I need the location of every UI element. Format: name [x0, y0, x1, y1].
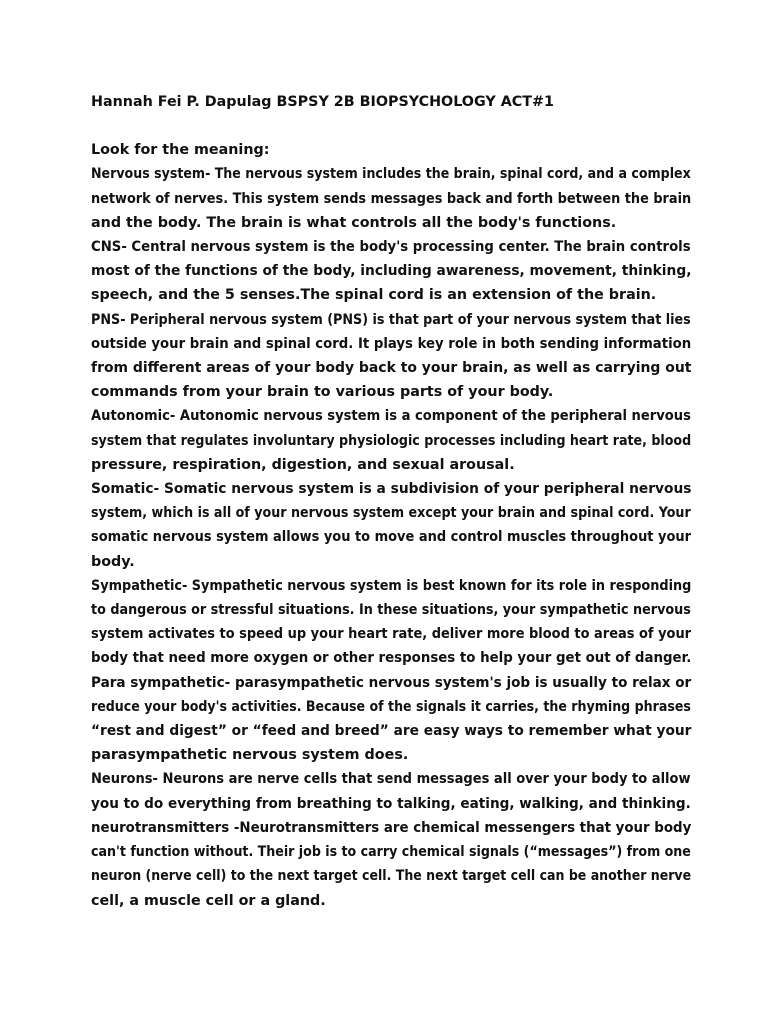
text-line: pressure, respiration, digestion, and sexual arousal.	[91, 456, 515, 473]
text-line: outside your brain and spinal cord. It plays key role in both sending information	[91, 335, 692, 352]
text-line: Neurons- Neurons are nerve cells that send messages all over your body to allow	[91, 771, 691, 788]
text-line: can't function without. Their job is to carry chemical signals (“messages”) from one	[91, 844, 691, 861]
text-line: Nervous system- The nervous system includes the brain, spinal cord, and a complex	[91, 166, 691, 183]
text-line: CNS- Central nervous system is the body's processing center. The brain controls	[91, 239, 691, 256]
text-line: to dangerous or stressful situations. In these situations, your sympathetic nervous	[91, 602, 691, 619]
text-line: network of nerves. This system sends messages back and forth between the brain	[91, 190, 692, 207]
text-line: parasympathetic nervous system does.	[91, 747, 409, 764]
text-line: system activates to speed up your heart rate, deliver more blood to areas of your	[91, 626, 692, 643]
text-line: commands from your brain to various parts of your body.	[91, 384, 554, 401]
text-line: reduce your body's activities. Because of the signals it carries, the rhyming phrases	[91, 698, 691, 715]
text-line: speech, and the 5 senses.The spinal cord is an extension of the brain.	[91, 287, 657, 304]
text-line: somatic nervous system allows you to move and control muscles throughout your	[91, 529, 692, 546]
text-line: neurotransmitters -Neurotransmitters are chemical messengers that your body	[91, 819, 692, 836]
document-heading: Hannah Fei P. Dapulag BSPSY 2B BIOPSYCHOLOGY ACT#1	[91, 94, 554, 110]
text-line: body that need more oxygen or other responses to help your get out of danger.	[91, 650, 692, 667]
text-line: neuron (nerve cell) to the next target cell. The next target cell can be another nerve	[91, 868, 692, 885]
text-line: Look for the meaning:	[91, 142, 270, 159]
text-line: Somatic- Somatic nervous system is a subdivision of your peripheral nervous	[91, 481, 692, 498]
text-line: system that regulates involuntary physiologic processes including heart rate, blood	[91, 432, 692, 449]
text-line: cell, a muscle cell or a gland.	[91, 892, 326, 909]
text-line: Autonomic- Autonomic nervous system is a component of the peripheral nervous	[91, 408, 691, 425]
text-line: Sympathetic- Sympathetic nervous system is best known for its role in responding	[91, 577, 692, 594]
text-line: body.	[91, 553, 135, 570]
text-line: you to do everything from breathing to talking, eating, walking, and thinking.	[91, 795, 691, 812]
document-text-block	[91, 138, 691, 913]
text-line: and the body. The brain is what controls all the body's functions.	[91, 214, 617, 231]
text-line: “rest and digest” or “feed and breed” are easy ways to remember what your	[91, 723, 692, 740]
text-line: from different areas of your body back to your brain, as well as carrying out	[91, 360, 692, 377]
text-line: PNS- Peripheral nervous system (PNS) is that part of your nervous system that lies	[91, 311, 691, 328]
text-line: system, which is all of your nervous system except your brain and spinal cord. Your	[91, 505, 691, 522]
text-line: most of the functions of the body, including awareness, movement, thinking,	[91, 263, 692, 280]
text-line: Para sympathetic- parasympathetic nervous system's job is usually to relax or	[91, 674, 692, 691]
document-body	[91, 90, 691, 913]
